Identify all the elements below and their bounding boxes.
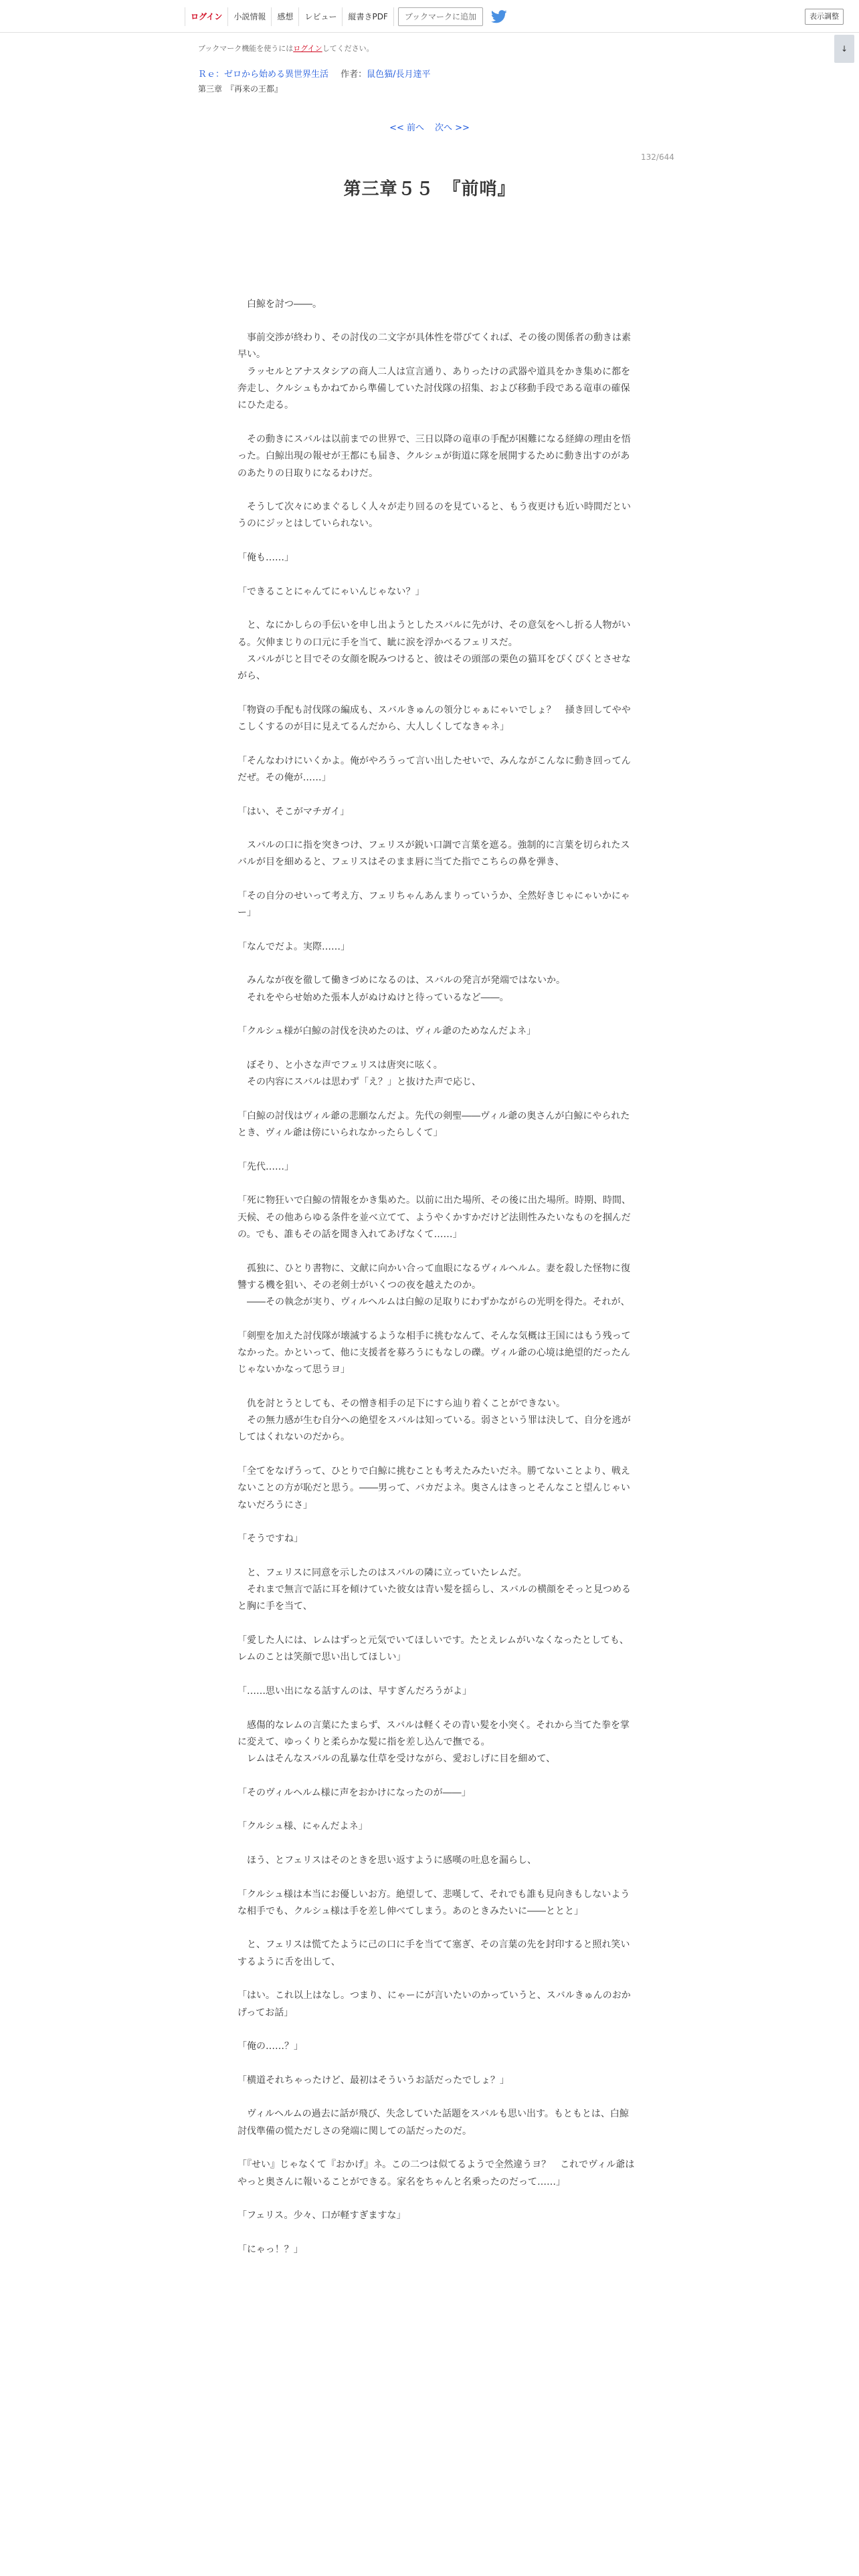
body-paragraph: 「物資の手配も討伐隊の編成も、スバルきゅんの領分じゃぁにゃいでしょ？ 掻き回してややこしくするのが目に見えてるんだから、大人しくしてなきゃネ」 [237,704,631,733]
body-paragraph: 「そうですね」 [237,1533,303,1545]
vertical-pdf-link[interactable]: 縦書きPDF [342,7,393,26]
blank-line [237,533,638,550]
body-paragraph: ――その執念が実り、ヴィルヘルムは白鯨の足取りにわずかながらの光明を得た。それが、 [237,1297,630,1308]
body-paragraph: その無力感が生む自分への絶望をスバルは知っている。弱さという罪は決して、自分を逃がしてはくれないのだから。 [237,1415,631,1443]
body-paragraph: 「……思い出になる話すんのは、早すぎんだろうがよ」 [237,1685,472,1697]
blank-line [237,922,638,939]
blank-line [237,262,638,279]
blank-line [237,1667,638,1683]
body-paragraph: 仇を討とうとしても、その憎き相手の足下にすら辿り着くことができない。 [237,1398,565,1409]
body-paragraph: 「なんでだよ。実際……」 [237,941,350,952]
body-paragraph: 「剣聖を加えた討伐隊が壊滅するような相手に挑むなんて、そんな気概は王国にはもう残ってなかった。かといって、他に支援者を募ろうにもなしの礫。ヴィル爺の心境は絶望的だったんじゃないかなって思うヨ」 [237,1330,631,1376]
blank-line [237,786,638,803]
body-paragraph: と、なにかしらの手伝いを申し出ようとしたスバルに先がけ、その意気をへし折る人物がいる。欠伸まじりの口元に手を当て、眦に涙を浮かべるフェリスだ。 [237,620,631,648]
blank-line [237,1243,638,1260]
series-line [198,67,431,80]
body-paragraph: 「はい。これ以上はなし。つまり、にゃーにが言いたいのかっていうと、スバルきゅんのおかげってお話」 [237,1990,631,2018]
novel-info-link[interactable]: 小説情報 [227,7,271,26]
blank-line [237,1142,638,1158]
blank-line [237,1176,638,1192]
blank-line [237,1379,638,1396]
page-count: 132/644 [641,152,674,162]
pager-top [0,120,859,133]
blank-line [237,1091,638,1108]
blank-line [237,1446,638,1463]
impressions-link[interactable]: 感想 [271,7,298,26]
blank-line [237,2224,638,2241]
blank-line [237,482,638,499]
body-paragraph: その内容にスバルは思わず「え？」と抜けた声で応じ、 [237,1077,481,1088]
body-paragraph: 「白鯨の討伐はヴィル爺の悲願なんだよ。先代の剣聖――ヴィル爺の奥さんが白鯨にやられたとき、ヴィル爺は傍にいられなかったらしくて」 [237,1110,630,1139]
body-paragraph: 「全てをなげうって、ひとりで白鯨に挑むことも考えたみたいだネ。勝てないことより、戦えないことの方が恥だと思う。――男って、バカだよネ。奥さんはきっとそんなこと望んじゃいないだろうにさ」 [237,1466,630,1511]
author-label: 作者： [341,70,367,80]
bookmark-note-login-link[interactable]: ログイン [293,44,322,53]
blank-line [237,1767,638,1784]
novel-body [237,262,638,2258]
body-paragraph: 「そんなわけにいくかよ。俺がやろうって言い出したせいで、みんながこんなに動き回ってんだぜ。その俺が……」 [237,755,631,783]
chapter-label: 第三章 『再来の王都』 [198,84,283,94]
blank-line [237,1920,638,1937]
body-paragraph: 「できることにゃんてにゃいんじゃない？」 [237,586,425,597]
body-paragraph: 「横道それちゃったけど、最初はそういうお話だったでしょ？」 [237,2074,509,2086]
body-paragraph: 「クルシュ様は本当にお優しいお方。絶望して、悲嘆して、それでも誰も見向きもしないような相手でも、クルシュ様は手を差し伸べてしまう。あのときみたいに――ととと」 [237,1889,630,1917]
blank-line [237,2140,638,2157]
body-paragraph: レムはそんなスバルの乱暴な仕草を受けながら、愛おしげに目を細めて、 [237,1753,556,1765]
blank-line [237,2089,638,2106]
next-link[interactable]: 次へ >> [435,123,470,133]
body-paragraph: 「俺も……」 [237,552,294,564]
blank-line [237,956,638,972]
author-link[interactable]: 鼠色猫/長月達平 [367,70,431,80]
body-paragraph: 「はい、そこがマチガイ」 [237,806,350,817]
blank-line [237,566,638,583]
blank-line [237,279,638,296]
body-paragraph: スバルがじと目でその女顔を睨みつけると、彼はその頭部の栗色の猫耳をぴくぴくとさせながら、 [237,653,631,682]
body-paragraph: それをやらせ始めた張本人がぬけぬけと待っているなど――。 [237,992,509,1003]
blank-line [237,1548,638,1565]
blank-line [237,415,638,431]
body-paragraph: みんなが夜を徹して働きづめになるのは、スバルの発言が発端ではないか。 [237,975,565,986]
body-paragraph: 「そのヴィルヘルム様に声をおかけになったのが――」 [237,1787,471,1798]
body-paragraph: それまで無言で話に耳を傾けていた彼女は青い髪を揺らし、スバルの横顔をそっと見つめると胸に手を当て、 [237,1584,631,1612]
body-paragraph: 「フェリス。少々、口が軽すぎますな」 [237,2210,406,2222]
blank-line [237,1836,638,1852]
body-paragraph: ヴィルヘルムの過去に話が飛び、失念していた話題をスバルも思い出す。もともとは、白鯨討伐準備の慌ただしさの発端に関しての話だったのだ。 [237,2109,629,2137]
body-paragraph: ラッセルとアナスタシアの商人二人は宣言通り、ありったけの武器や道具をかき集めに都を奔走し、クルシュもかねてから準備していた討伐隊の招集、および移動手段である竜車の確保にひた走る。 [237,366,631,411]
blank-line [237,601,638,617]
body-paragraph: 「クルシュ様が白鯨の討伐を決めたのは、ヴィル爺のためなんだよネ」 [237,1026,537,1037]
twitter-icon[interactable] [491,10,507,23]
blank-line [237,1869,638,1886]
top-navigation-bar [0,0,859,33]
episode-title: 第三章５５ 『前哨』 [343,179,516,199]
display-settings-button[interactable]: 表示調整 [805,9,844,25]
blank-line [237,821,638,837]
blank-line [237,871,638,888]
body-paragraph: 孤独に、ひとり書物に、文献に向かい合って血眼になるヴィルヘルム。妻を殺した怪物に復讐する機を狙い、その老剣士がいくつの夜を越えたのか。 [237,1263,631,1291]
body-paragraph: スバルの口に指を突きつけ、フェリスが鋭い口調で言葉を遮る。強制的に言葉を切られたスバルが目を細めると、フェリスはそのまま唇に当てた指でこちらの鼻を弾き、 [237,840,630,868]
body-paragraph: 「俺の……？」 [237,2041,303,2052]
blank-line [237,313,638,330]
body-paragraph: と、フェリスは慌てたように己の口に手を当てて塞ぎ、その言葉の先を封印すると照れ笑いするように舌を出して、 [237,1939,630,1967]
body-paragraph: 「『せい』じゃなくて『おかげ』ネ。この二つは似てるようで全然違うヨ？ これでヴィル爺はやっと奥さんに報いることができる。家名をちゃんと名乗ったのだって……」 [237,2159,635,2187]
blank-line [237,1514,638,1531]
blank-line [237,2191,638,2208]
bookmark-note-suffix: してください。 [322,44,374,53]
body-paragraph: 「先代……」 [237,1161,294,1172]
prev-link[interactable]: << 前へ [389,123,424,133]
blank-line [237,1802,638,1818]
body-paragraph: 事前交渉が終わり、その討伐の二文字が具体性を帯びてくれば、その後の関係者の動きは素早い。 [237,332,631,360]
body-paragraph: ほう、とフェリスはそのときを思い返すように感嘆の吐息を漏らし、 [237,1854,537,1866]
body-paragraph: 白鯨を討つ――。 [237,298,322,310]
blank-line [237,1700,638,1717]
blank-line [237,2022,638,2038]
body-paragraph: その動きにスバルは以前までの世界で、三日以降の竜車の手配が困難になる経緯の理由を悟った。白鯨出現の報せが王都にも届き、クルシュが街道に隊を展開するために動き出すのがあのあたりの日取りになるわけだ。 [237,433,631,479]
body-paragraph: と、フェリスに同意を示したのはスバルの隣に立っていたレムだ。 [237,1567,527,1578]
series-title-link[interactable]: Ｒｅ：ゼロから始める異世界生活 [198,70,329,80]
blank-line [237,1971,638,1988]
blank-line [237,2055,638,2072]
add-bookmark-button[interactable]: ブックマークに追加 [398,7,483,26]
blank-line [237,1616,638,1632]
body-paragraph: 「クルシュ様、にゃんだよネ」 [237,1821,368,1832]
body-paragraph: ぼそり、と小さな声でフェリスは唐突に呟く。 [237,1059,443,1071]
blank-line [237,1006,638,1023]
review-link[interactable]: レビュー [298,7,342,26]
body-paragraph: 「愛した人には、レムはずっと元気でいてほしいです。たとえレムがいなくなったとしても、レムのことは笑顔で思い出してほしい」 [237,1635,629,1663]
login-link[interactable]: ログイン [185,7,227,26]
body-paragraph: 「死に物狂いで白鯨の情報をかき集めた。以前に出た場所、その後に出た場所。時期、時間、天候、その他あらゆる条件を並べ立てて、ようやくかすかだけど法則性みたいなものを掴んだの。でも、誰もその話を聞き入れてあげなくて……」 [237,1195,631,1240]
body-paragraph: 「にゃっ！？」 [237,2244,303,2255]
body-paragraph: そうして次々にめまぐるしく人々が走り回るのを見ていると、もう夜更けも近い時間だというのにジッとはしていられない。 [237,502,631,530]
body-paragraph: 感傷的なレムの言葉にたまらず、スバルは軽くその青い髪を小突く。それから当てた拳を掌に変えて、ゆっくりと柔らかな髪に指を差し込んで撫でる。 [237,1719,630,1747]
scroll-down-button[interactable]: ↓ [834,35,854,63]
blank-line [237,1311,638,1327]
bookmark-note-prefix: ブックマーク機能を使うには [198,44,294,53]
body-paragraph: 「その自分のせいって考え方、フェリちゃんあんまりっていうか、全然好きじゃにゃいかにゃー」 [237,890,630,919]
bookmark-login-note [198,43,374,53]
blank-line [237,685,638,702]
blank-line [237,736,638,752]
main-nav [185,7,507,27]
blank-line [237,1041,638,1057]
